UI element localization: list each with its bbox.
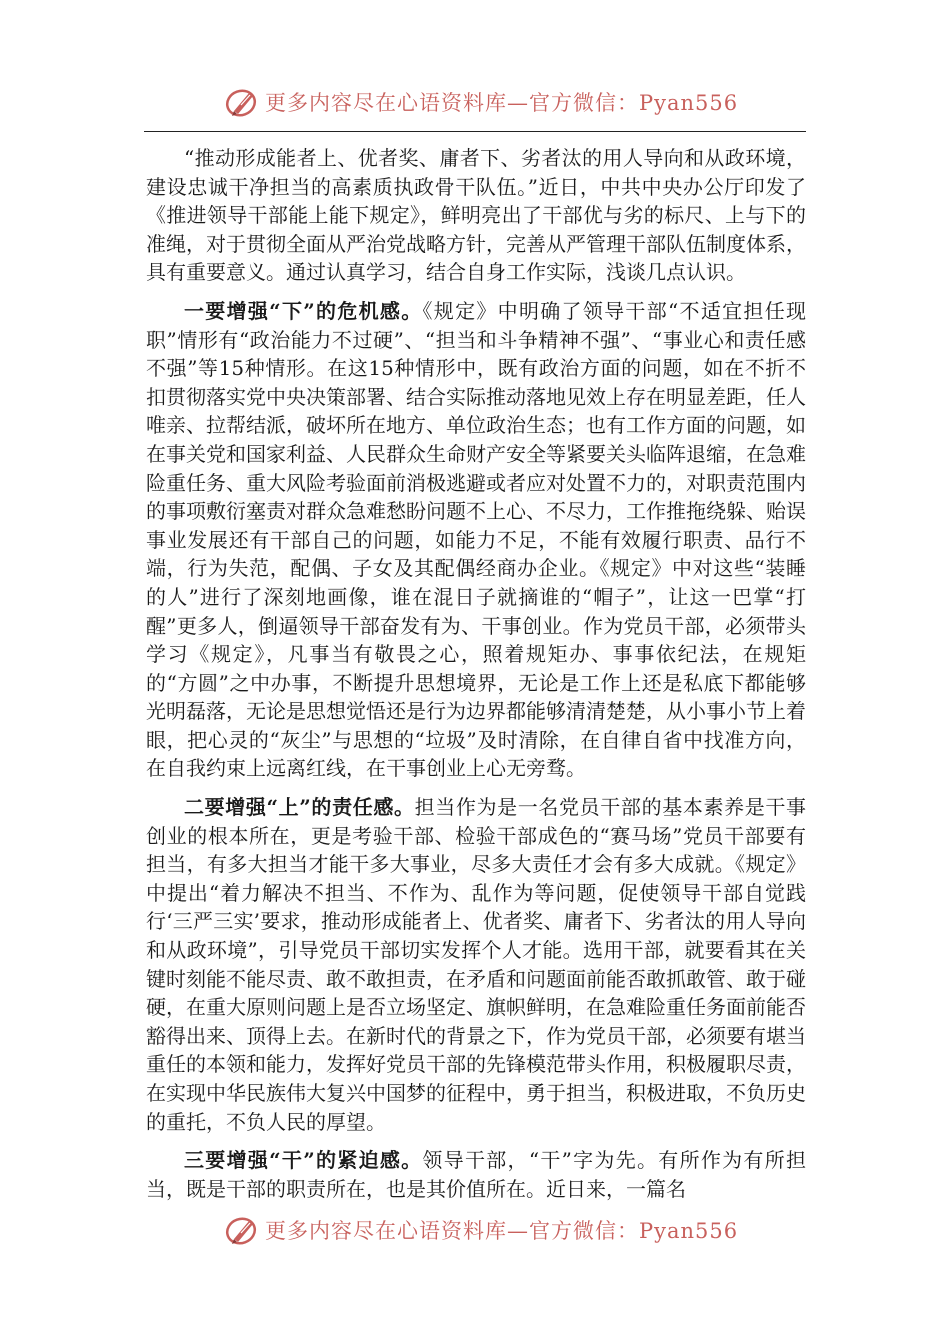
footer-banner <box>0 1210 950 1250</box>
section-2-heading: 二要增强“上”的责任感。 <box>184 795 415 820</box>
document-body <box>146 144 806 1203</box>
paragraph-intro: “推动形成能者上、优者奖、庸者下、劣者汰的用人导向和从政环境，建设忠诚干净担当的高素质执政骨干队伍。”近日，中共中央办公厅印发了《推进领导干部能上能下规定》，鲜明亮出了干部优与劣的标尺、上与下的准绳，对于贯彻全面从严治党战略方针，完善从严管理干部队伍制度体系，具有重要意义。通过认真学习，结合自身工作实际，浅谈几点认识。 <box>146 146 806 285</box>
header-divider <box>144 131 806 132</box>
section-3-heading: 三要增强“干”的紧迫感。 <box>184 1148 423 1173</box>
footer-banner-inner <box>225 1210 738 1250</box>
paragraph-section-1 <box>146 297 806 783</box>
header-banner <box>0 82 950 122</box>
section-2-text: 担当作为是一名党员干部的基本素养是干事创业的根本所在，更是考验干部、检验干部成色的“赛马场”党员干部要有担当，有多大担当才能干多大事业，尽多大责任才会有多大成就。《规定》中提出“着力解决不担当、不作为、乱作为等问题，促使领导干部自觉践行‘三严三实’要求，推动形成能者上、优者奖、庸者下、劣者汰的用人导向和从政环境”，引导党员干部切实发挥个人才能。选用干部，就要看其在关键时刻能不能尽责、敢不敢担责，在矛盾和问题面前能否敢抓敢管、敢于碰硬，在重大原则问题上是否立场坚定、旗帜鲜明，在急难险重任务面前能否豁得出来、顶得上去。在新时代的背景之下，作为党员干部，必须要有堪当重任的本领和能力，发挥好党员干部的先锋模范带头作用，积极履职尽责，在实现中华民族伟大复兴中国梦的征程中，勇于担当，积极进取，不负历史的重托，不负人民的厚望。 <box>146 795 806 1134</box>
header-banner-text: 更多内容尽在心语资料库—官方微信：Pyan556 <box>265 91 739 115</box>
pen-nib-logo-icon <box>225 85 259 119</box>
section-1-text: 《规定》中明确了领导干部“不适宜担任现职”情形有“政治能力不过硬”、“担当和斗争精神不强”、“事业心和责任感不强”等15种情形。在这15种情形中，既有政治方面的问题，如在不折不扣贯彻落实党中央决策部署、结合实际推动落地见效上存在明显差距，任人唯亲、拉帮结派，破坏所在地方、单位政治生态；也有工作方面的问题，如在事关党和国家利益、人民群众生命财产安全等紧要关头临阵退缩，在急难险重任务、重大风险考验面前消极逃避或者应对处置不力的，对职责范围内的事项敷衍塞责对群众急难愁盼问题不上心、不尽力，工作推拖绕躲、贻误事业发展还有干部自己的问题，如能力不足，不能有效履行职责、品行不端，行为失范，配偶、子女及其配偶经商办企业。《规定》中对这些“装睡的人”进行了深刻地画像，谁在混日子就摘谁的“帽子”，让这一巴掌“打醒”更多人，倒逼领导干部奋发有为、干事创业。作为党员干部，必须带头学习《规定》，凡事当有敬畏之心，照着规矩办、事事依纪法，在规矩的“方圆”之中办事，不断提升思想境界，无论是工作上还是私底下都能够光明磊落，无论是思想觉悟还是行为边界都能够清清楚楚，从小事小节上着眼，把心灵的“灰尘”与思想的“垃圾”及时清除，在自律自省中找准方向，在自我约束上远离红线，在干事创业上心无旁骛。 <box>146 298 806 781</box>
footer-banner-text: 更多内容尽在心语资料库—官方微信：Pyan556 <box>265 1219 739 1243</box>
paragraph-section-2 <box>146 793 806 1136</box>
pen-nib-logo-icon <box>225 1213 259 1247</box>
section-1-heading: 一要增强“下”的危机感。 <box>184 298 423 323</box>
section-3-text: 领导干部，“干”字为先。有所作为有所担当，既是干部的职责所在，也是其价值所在。近日来，一篇名 <box>146 1148 806 1201</box>
paragraph-section-3 <box>146 1146 806 1203</box>
header-banner-inner <box>225 82 738 122</box>
